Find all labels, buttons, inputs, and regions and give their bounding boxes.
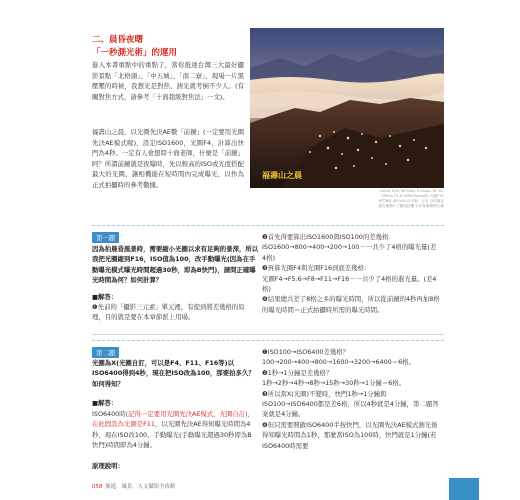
answer-2-heading: ■解答： [92,399,118,407]
question-divider [92,334,444,335]
photo-caption: 福壽山之晨 [262,171,302,180]
answer-2-rest: ，以光圈先決AE得知曝光時間為4秒，現在ISO改100，手動曝光(手動曝光超過30秒即為B快門)時間即為4分鐘。 [92,420,252,450]
explanation-paragraph: 福壽山之晨，以光圈先決AE數「前鏡」(一定要用光圈先決AE模式喔)，設定ISO1600，光圈F4，計算出快門為4秒。一定有人會想問十面老師，什麼是「前鏡」阿？所謂前鏡就是夜曝時，先以較高的ISO或光度搭配最大的光圈，讓相機能在短時間內完成曝光，以作為正式拍攝時的參考數據。 [92,128,244,189]
question-2-text: 光圈為X(光圈自訂，可以是F4、F11、F16等)以ISO6400得到4秒，現在把ISO改為100，那要拍多久？如何得知？ [92,359,255,388]
answer-1-step: ISO1600→800→400→200→100－一共少了4格的曝光量(差4格) [262,243,437,262]
answer-1-steps [262,232,440,315]
answer-2-steps [262,347,440,451]
mountain-sunrise-image [250,28,444,188]
answer-2-step: ❶ISO100→ISO6400差幾格？ [262,348,350,356]
section-divider [92,225,444,226]
answer-2-text [92,409,256,451]
question-1-text: 因為拍晨昏風景時，需要縮小光圈以求有足夠的景深，所以我把光圈縮到F16，ISO值為100，改手動曝光(因為在手動曝光模式曝光時間超過30秒，即為B快門)，請問正確曝光時間為何？如何計算？ [92,245,259,285]
intro-paragraph: 進入本書重點中的重點了，當你抵達台灣三大最好攝影景點「北格頭」、「中五城」、「南二寮」，現場一片黑壓壓的時候，我想光是對焦、測光就考倒不少人。(有關對焦方式，請參考「十面超級對焦法」一文)。 [92,61,244,101]
chapter-tab [449,478,479,500]
question-2-tag: 第二題 [92,347,119,358]
book-title: 旅遊．風景．人文攝影全攻略 [105,484,176,490]
principle-heading: 原理說明： [92,462,124,470]
question-1-tag: 第一題 [92,232,119,243]
answer-2-step: ❹但只需要開啟ISO6400半按快門，以光圈先決AE模式測光後得知曝光時間為1秒，那麼當ISO為100時，快門就是1分鐘(若ISO6400時需要 [262,420,438,450]
answer-2-step: ❸所以當X(光圈)不變時，快門1秒→1分鐘與ISO100→ISO6400都是差6格，所以4秒就是4分鐘，第二題答案就是4分鐘。 [262,389,439,419]
answer-1-heading: ■解答： [92,293,118,301]
answer-2-note: (記得一定要用光圈先決AE模式，光圈自訂)，在此假設為光圈是F11 [92,410,255,429]
answer-2-lead: ISO6400時 [92,410,126,418]
answer-1-step: ❹結果總共差了8格之多的曝光時間，所以從前鏡的4秒再加8格的曝光時間＝正式拍攝時所需的曝光時間。 [262,295,440,314]
section-divider [92,340,444,341]
page-number: 058 [92,484,103,490]
section-subtitle: 「一秒測光術」的運用 [92,48,178,58]
page-footer [92,482,175,490]
answer-1-step: 光圈F4→F5.6→F8→F11→F16－一共少了4格的進光量。(差4格) [262,274,437,294]
answer-1-text: ❶先前的「攝影三元素」單元裡，有提到將差幾格的原理，目的就是要在本章節派上用場。 [92,303,245,322]
photo-exif-info: Canon EOS 5D Mark II Canon EF 16-35mm F2.8 USM(35mm時) 光圈F11 快門8秒 ISO100 白平衡：日光 分段測光 曝光補償0 三腳架拍攝 以中灰漸層減光鏡 [378,189,444,208]
landscape-photo [250,28,444,188]
section-title: 二、晨昏夜曙 [92,35,144,45]
answer-2-step: ❷1秒→1分鐘是差幾格？ [262,368,333,377]
answer-1-step: ❸再算光圈F4與光圈F16到底差幾格： [262,264,371,273]
answer-1-step: ❷首先得要算出ISO1600與ISO100的差幾格： [262,233,395,241]
answer-2-step: 1秒→2秒→4秒→8秒→15秒→30秒→1分鐘＝6格。 [262,379,406,388]
answer-2-step: 100→200→400→800→1600→3200→6400＝6格。 [262,358,415,367]
